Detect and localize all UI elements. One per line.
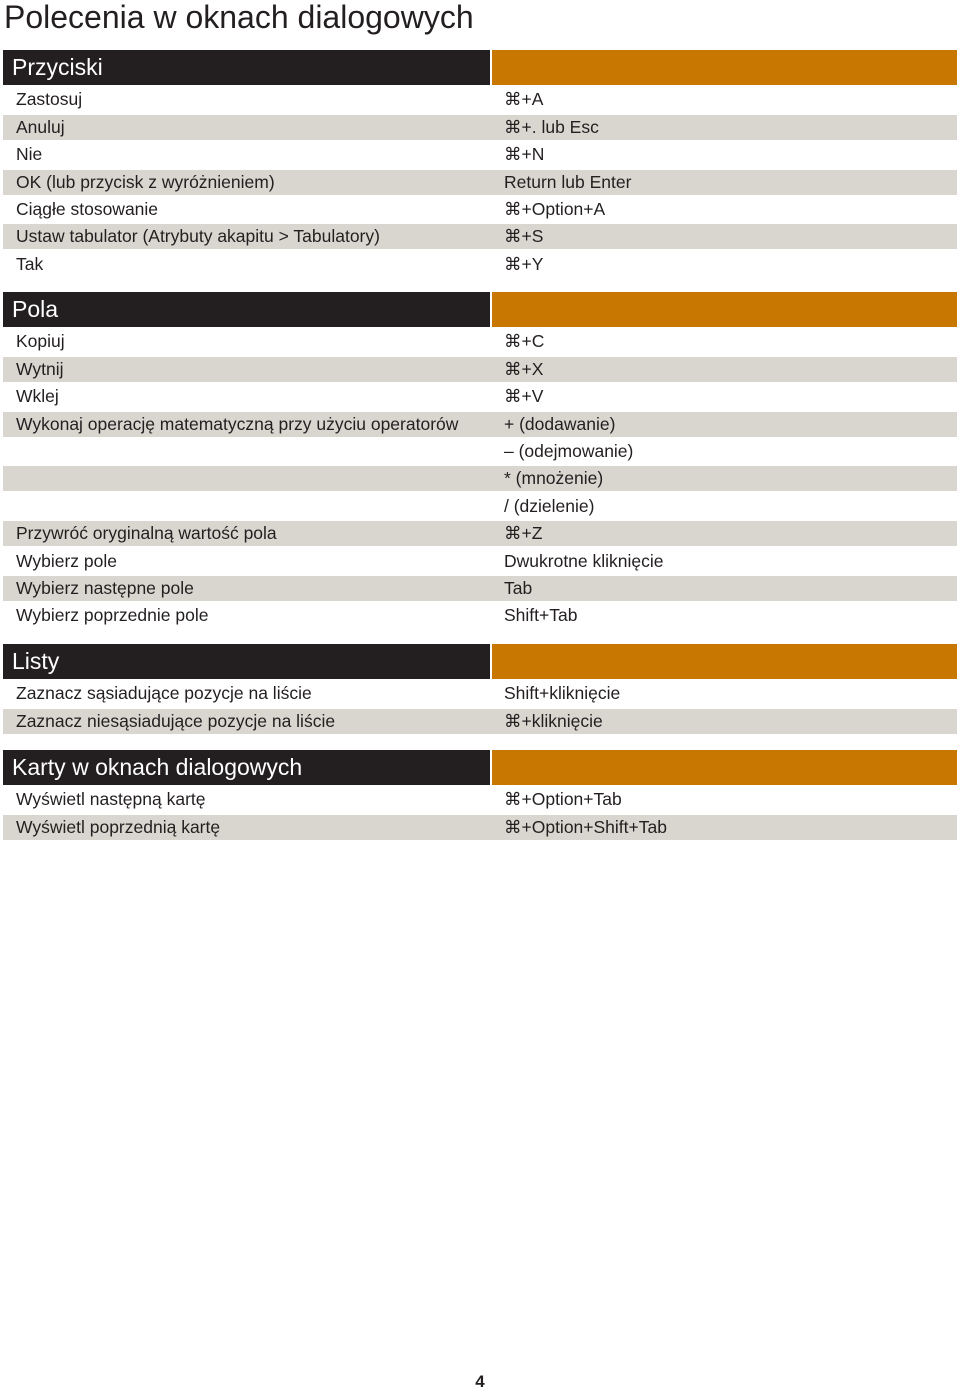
table-row [3,576,957,601]
command-label: Nie [16,144,43,165]
command-label: Tak [16,253,44,274]
table-row [3,329,957,354]
shortcut-label: ⌘+kliknięcie [504,710,603,731]
shortcut-label: ⌘+Option+Shift+Tab [504,816,667,837]
command-label [3,466,504,491]
shortcut-label: ⌘+C [504,331,545,352]
table-row [3,681,957,706]
shortcut-label: ⌘+Option+Tab [504,789,622,810]
shortcut-label: Shift+Tab [504,605,578,626]
table-row [3,787,957,812]
table-row [3,357,957,382]
command-label: Wyświetl następną kartę [16,789,206,810]
shortcut-label: / (dzielenie) [504,495,595,516]
command-label: Wklej [16,386,59,407]
section-header [3,292,957,327]
table-row [3,224,957,249]
command-label: Wybierz pole [16,550,117,571]
command-label: Wyświetl poprzednią kartę [16,816,221,837]
shortcut-label: Shift+kliknięcie [504,683,621,704]
command-label: Wybierz poprzednie pole [16,605,209,626]
section-header [3,644,957,679]
section-header [3,750,957,785]
command-label: Anuluj [16,116,65,137]
shortcut-label: ⌘+N [504,144,545,165]
shortcut-label: ⌘+. lub Esc [504,116,599,137]
table-row [3,709,957,734]
section-title: Listy [3,644,490,679]
shortcut-label: + (dodawanie) [504,413,616,434]
shortcut-label: ⌘+X [504,358,544,379]
table-row [3,142,957,167]
shortcut-label: ⌘+A [504,89,544,110]
shortcut-label: Return lub Enter [504,171,632,192]
section-header [3,50,957,85]
shortcut-label: ⌘+Y [504,253,544,274]
shortcut-label: Dwukrotne kliknięcie [504,550,664,571]
table-row [3,815,957,840]
command-label: Zaznacz sąsiadujące pozycje na liście [16,683,312,704]
section-accent-bar [492,50,957,85]
table-row [3,494,957,519]
section-title: Przyciski [3,50,490,85]
section-accent-bar [492,750,957,785]
shortcut-label: ⌘+Option+A [504,198,606,219]
command-label: Ciągłe stosowanie [16,198,159,219]
command-label [3,439,504,464]
section-listy [3,644,957,734]
table-row [3,549,957,574]
table-row [3,170,957,195]
shortcut-label: ⌘+S [504,226,544,247]
page-title: Polecenia w oknach dialogowych [4,0,474,35]
section-pola [3,292,957,628]
table-row [3,521,957,546]
section-title: Pola [3,292,490,327]
table-row [3,384,957,409]
command-label: Wykonaj operację matematyczną przy użyciu operatorów [16,413,459,434]
shortcut-label: ⌘+Z [504,523,543,544]
page-number: 4 [475,1372,485,1391]
shortcut-label: Tab [504,577,533,598]
section-przyciski [3,50,957,277]
command-label: OK (lub przycisk z wyróżnieniem) [16,171,275,192]
table-row [3,197,957,222]
table-row [3,252,957,277]
table-row [3,115,957,140]
command-label: Zastosuj [16,89,83,110]
command-label: Zaznacz niesąsiadujące pozycje na liście [16,710,336,731]
table-row [3,439,957,464]
shortcut-label: * (mnożenie) [504,468,604,489]
section-accent-bar [492,644,957,679]
command-label [3,494,504,519]
command-label: Przywróć oryginalną wartość pola [16,523,277,544]
table-row [3,412,957,437]
table-row [3,466,957,491]
command-label: Kopiuj [16,331,65,352]
command-label: Ustaw tabulator (Atrybuty akapitu > Tabulatory) [16,226,380,247]
section-accent-bar [492,292,957,327]
command-label: Wybierz następne pole [16,577,194,598]
shortcut-label: ⌘+V [504,386,544,407]
section-karty [3,750,957,840]
shortcut-label: – (odejmowanie) [504,440,634,461]
table-row [3,87,957,112]
section-title: Karty w oknach dialogowych [3,750,490,785]
command-label: Wytnij [16,358,64,379]
table-row [3,603,957,628]
